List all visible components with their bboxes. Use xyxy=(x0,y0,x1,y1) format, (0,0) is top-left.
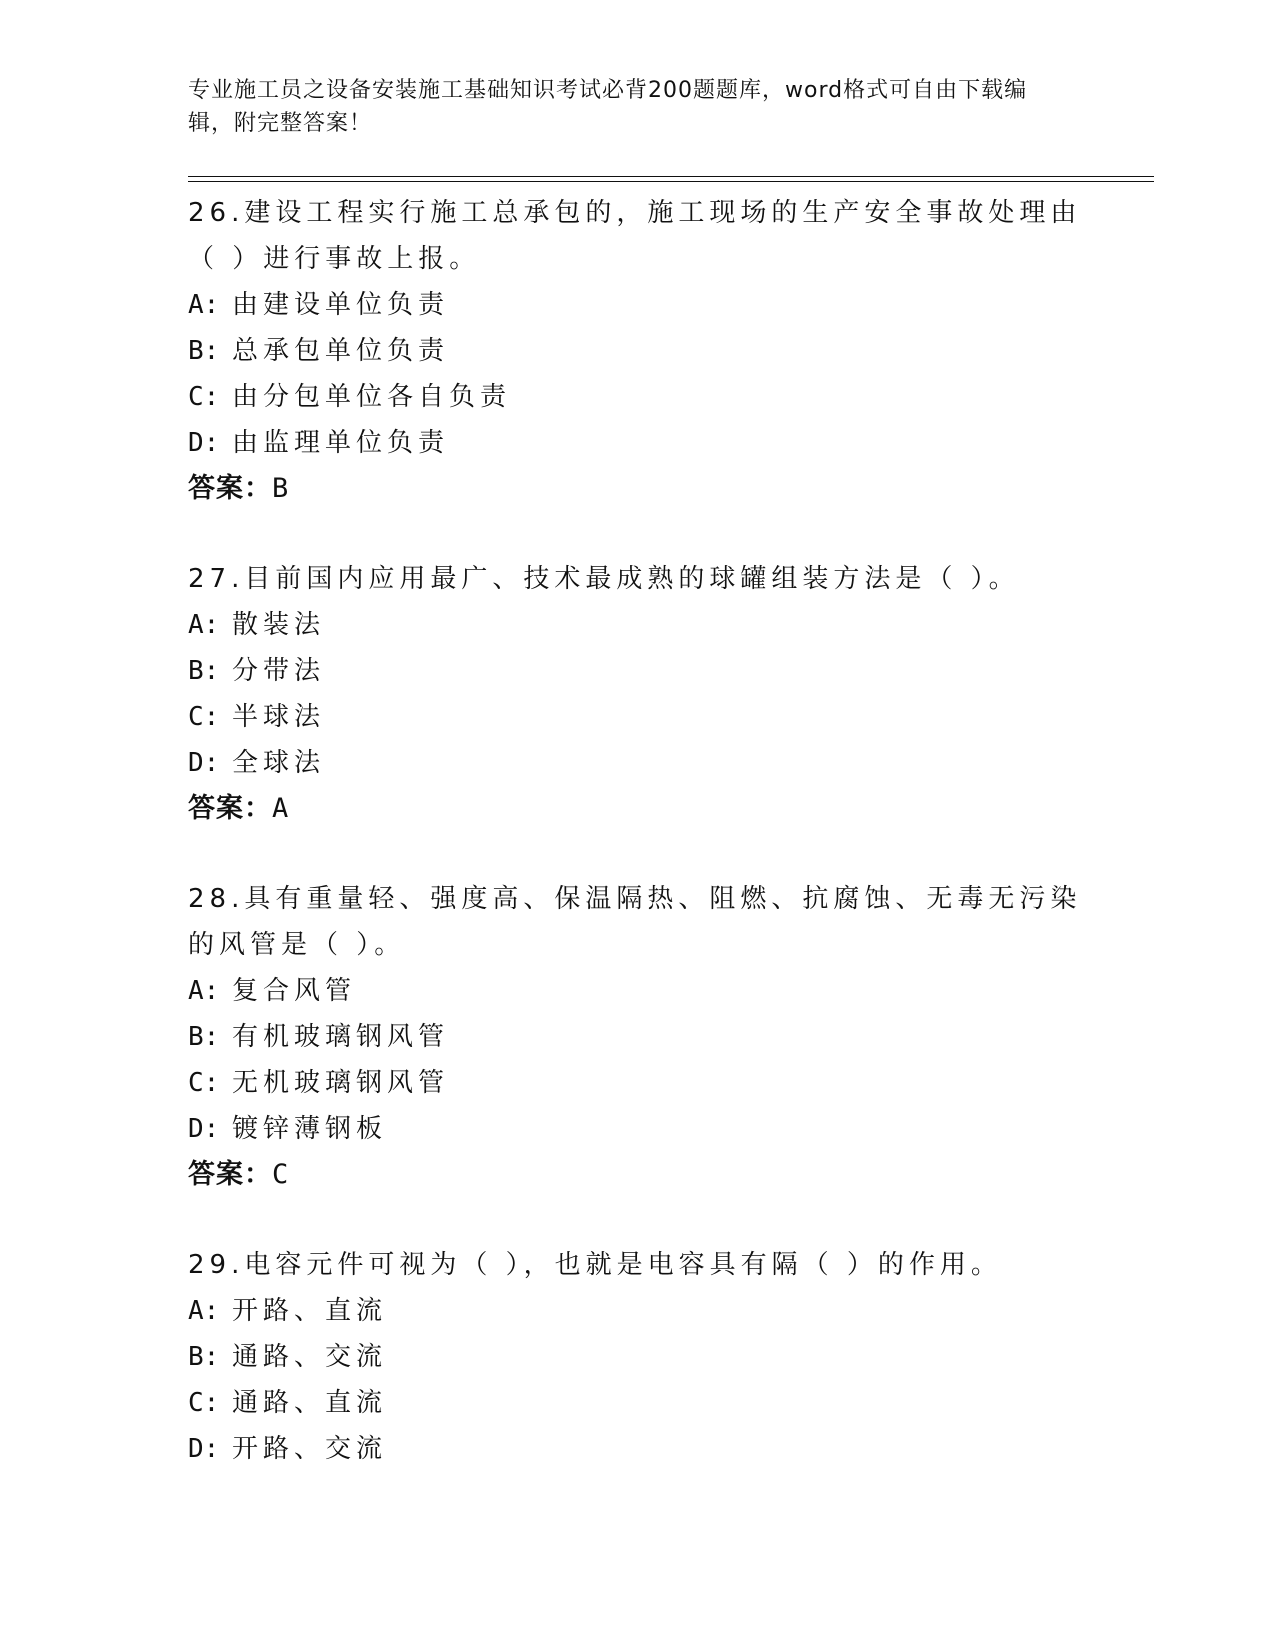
option-text: 通路、直流 xyxy=(232,1388,388,1418)
option-key: B: xyxy=(188,336,220,366)
option-a xyxy=(188,602,1088,648)
option-b xyxy=(188,1334,1088,1380)
option-text: 由分包单位各自负责 xyxy=(232,382,512,412)
option-key: D: xyxy=(188,1434,220,1464)
answer-label: 答案： xyxy=(188,473,272,504)
option-text: 镀锌薄钢板 xyxy=(232,1114,388,1144)
option-key: C: xyxy=(188,1388,220,1418)
option-text: 开路、直流 xyxy=(232,1296,388,1326)
option-text: 全球法 xyxy=(232,748,326,778)
option-key: D: xyxy=(188,1114,220,1144)
option-key: C: xyxy=(188,1068,220,1098)
answer-value: C xyxy=(272,1159,290,1190)
option-text: 开路、交流 xyxy=(232,1434,388,1464)
option-a xyxy=(188,968,1088,1014)
option-text: 无机玻璃钢风管 xyxy=(232,1068,450,1098)
answer-label: 答案： xyxy=(188,1159,272,1190)
option-a xyxy=(188,282,1088,328)
answer-line xyxy=(188,466,1088,512)
option-d xyxy=(188,1426,1088,1472)
option-key: A: xyxy=(188,610,220,640)
question-stem: 27.目前国内应用最广、技术最成熟的球罐组装方法是（ ）。 xyxy=(188,564,1020,594)
question-stem: 26.建设工程实行施工总承包的，施工现场的生产安全事故处理由（ ）进行事故上报。 xyxy=(188,198,1082,274)
header-divider-top xyxy=(188,176,1154,177)
option-a xyxy=(188,1288,1088,1334)
option-c xyxy=(188,374,1088,420)
question-28 xyxy=(188,876,1088,1198)
option-c xyxy=(188,1060,1088,1106)
option-key: A: xyxy=(188,1296,220,1326)
question-stem: 28.具有重量轻、强度高、保温隔热、阻燃、抗腐蚀、无毒无污染的风管是（ ）。 xyxy=(188,884,1082,960)
option-key: D: xyxy=(188,428,220,458)
question-26 xyxy=(188,190,1088,512)
question-29 xyxy=(188,1242,1088,1472)
option-text: 由监理单位负责 xyxy=(232,428,450,458)
option-text: 通路、交流 xyxy=(232,1342,388,1372)
option-text: 散装法 xyxy=(232,610,326,640)
answer-value: B xyxy=(272,473,290,504)
option-key: C: xyxy=(188,382,220,412)
option-text: 总承包单位负责 xyxy=(232,336,450,366)
answer-line xyxy=(188,786,1088,832)
option-text: 由建设单位负责 xyxy=(232,290,450,320)
option-key: A: xyxy=(188,976,220,1006)
option-b xyxy=(188,1014,1088,1060)
option-key: B: xyxy=(188,1022,220,1052)
option-d xyxy=(188,740,1088,786)
option-key: A: xyxy=(188,290,220,320)
question-list xyxy=(188,190,1088,1516)
document-header: 专业施工员之设备安装施工基础知识考试必背200题题库，word格式可自由下载编辑，附完整答案！ xyxy=(188,78,1028,136)
question-stem: 29.电容元件可视为（ ），也就是电容具有隔（ ）的作用。 xyxy=(188,1250,1002,1280)
option-text: 分带法 xyxy=(232,656,326,686)
option-key: B: xyxy=(188,656,220,686)
option-d xyxy=(188,1106,1088,1152)
option-text: 半球法 xyxy=(232,702,326,732)
option-key: D: xyxy=(188,748,220,778)
option-text: 复合风管 xyxy=(232,976,357,1006)
option-d xyxy=(188,420,1088,466)
option-text: 有机玻璃钢风管 xyxy=(232,1022,450,1052)
option-c xyxy=(188,1380,1088,1426)
option-c xyxy=(188,694,1088,740)
option-key: B: xyxy=(188,1342,220,1372)
header-divider-bottom xyxy=(188,181,1154,182)
option-b xyxy=(188,328,1088,374)
answer-line xyxy=(188,1152,1088,1198)
answer-label: 答案： xyxy=(188,793,272,824)
answer-value: A xyxy=(272,793,290,824)
question-27 xyxy=(188,556,1088,832)
option-key: C: xyxy=(188,702,220,732)
option-b xyxy=(188,648,1088,694)
